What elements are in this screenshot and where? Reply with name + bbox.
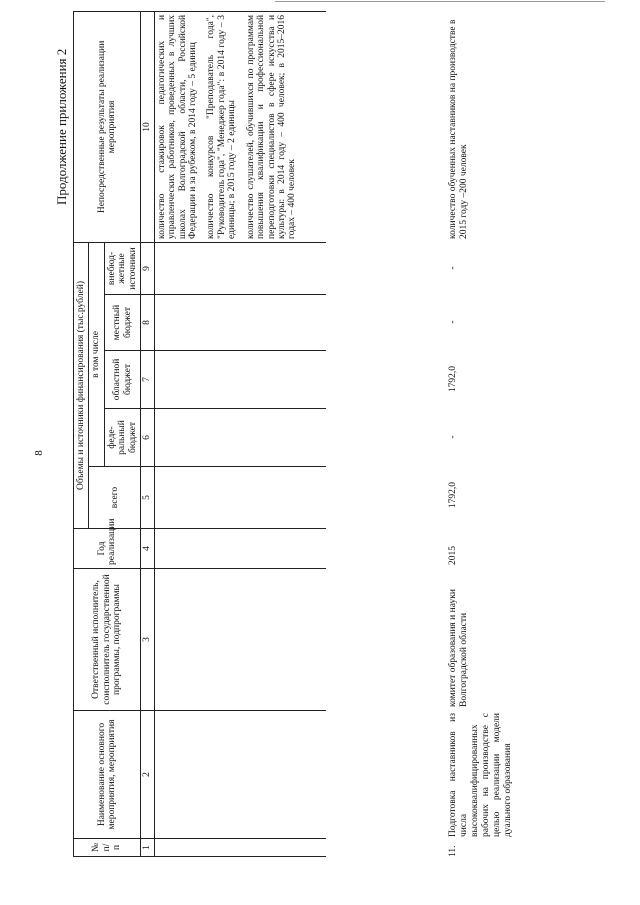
row11-total: 1792,0 [448,481,458,509]
col-number: 8 [141,295,154,351]
header-year: Год реализации [74,529,141,569]
header-total: всего [89,467,141,529]
header-results: Непосредственные результаты реализации мероприятия [74,11,141,242]
col-number: 3 [141,569,154,711]
col-number: 6 [141,409,154,467]
header-name: Наименование основного мероприятия, мероприятия [74,711,141,839]
column-number-row [141,11,154,856]
row11-extra: - [448,266,458,270]
col-number: 5 [141,467,154,529]
row11-regional: 1792,0 [448,365,458,393]
row-divider-space [308,11,326,856]
col-number: 9 [141,242,154,294]
header-executor: Ответственный исполнитель, соисполнитель государственной программы, подпрограммы [74,569,141,711]
appendix-title: Продолжение приложения 2 [54,48,69,205]
row11-result: количество обученных наставников на производстве в 2015 году –200 человек [448,19,469,239]
result-contests: количество конкурсов "Преподаватель года", "Руководитель года", "Менеджер года": в 2014 году – 3 единицы; в 2015 году – 2 единицы [206,14,238,239]
col-number: 10 [141,11,154,242]
header-extra: внебюд-жетные источники [104,242,140,294]
continuation-row [154,11,308,856]
program-table [73,11,326,857]
header-funding-group: Объемы и источники финансирования (тыс.рублей) [74,242,89,528]
page-number: 8 [33,450,45,456]
continuation-results-cell [154,11,308,242]
col-number: 1 [141,839,154,857]
row11-federal: - [448,435,458,439]
col-number: 2 [141,711,154,839]
row11-year: 2015 [448,546,458,565]
col-number: 4 [141,529,154,569]
header-federal: феде-ральный бюджет [104,409,140,467]
header-num: № п/п [74,839,141,857]
result-internships: количество стажировок педагогических и управленческих работников, проведенных в лучших школах Волгоградской области, Российской Федерации и за рубежом, в 2014 году – 5 единиц [156,14,198,239]
row11-name: Подготовка наставников из числа высококвалифицированных рабочих на производстве с целью реализации модели дуального образования [448,713,513,837]
row11-executor: комитет образования и науки Волгоградской области [448,589,469,707]
header-regional: областной бюджет [104,351,140,409]
header-local: местный бюджет [104,295,140,351]
row11-local: - [448,320,458,324]
result-trainees: количество слушателей, обучившихся по программам повышения квалификации и профессиональной переподготовки специалистов в сфере искусства и культуры: в 2014 году – 400 человек; в 2015–2016 годах – 400 человек [245,14,298,239]
header-including: в том числе [89,242,104,466]
col-number: 7 [141,351,154,409]
row11-num: 11. [448,845,458,857]
